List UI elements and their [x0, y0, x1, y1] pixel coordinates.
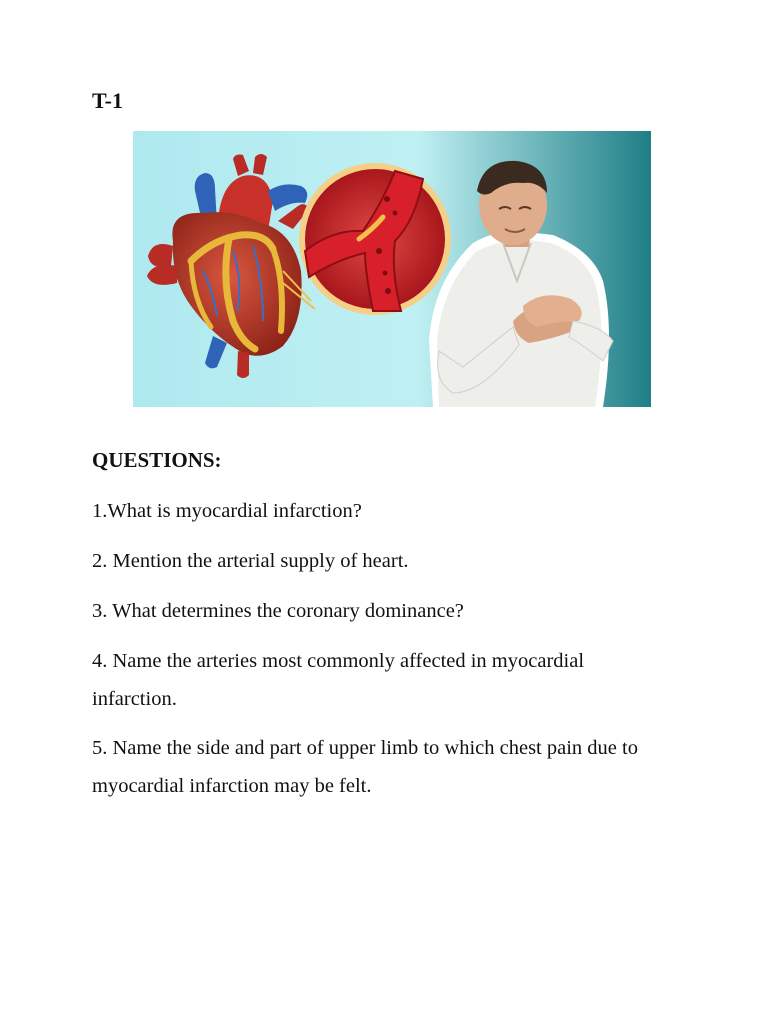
question-3: 3. What determines the coronary dominance? — [92, 600, 464, 622]
question-5: 5. Name the side and part of upper limb to which chest pain due to myocardial infarction may be felt. — [92, 737, 638, 797]
heart-attack-illustration — [133, 131, 651, 407]
question-2: 2. Mention the arterial supply of heart. — [92, 550, 409, 572]
page-code: T-1 — [92, 88, 123, 113]
blocked-artery-icon — [299, 163, 451, 315]
question-4: 4. Name the arteries most commonly affected in myocardial infarction. — [92, 650, 585, 710]
questions-heading: QUESTIONS: — [92, 448, 222, 472]
question-1: 1.What is myocardial infarction? — [92, 500, 362, 522]
